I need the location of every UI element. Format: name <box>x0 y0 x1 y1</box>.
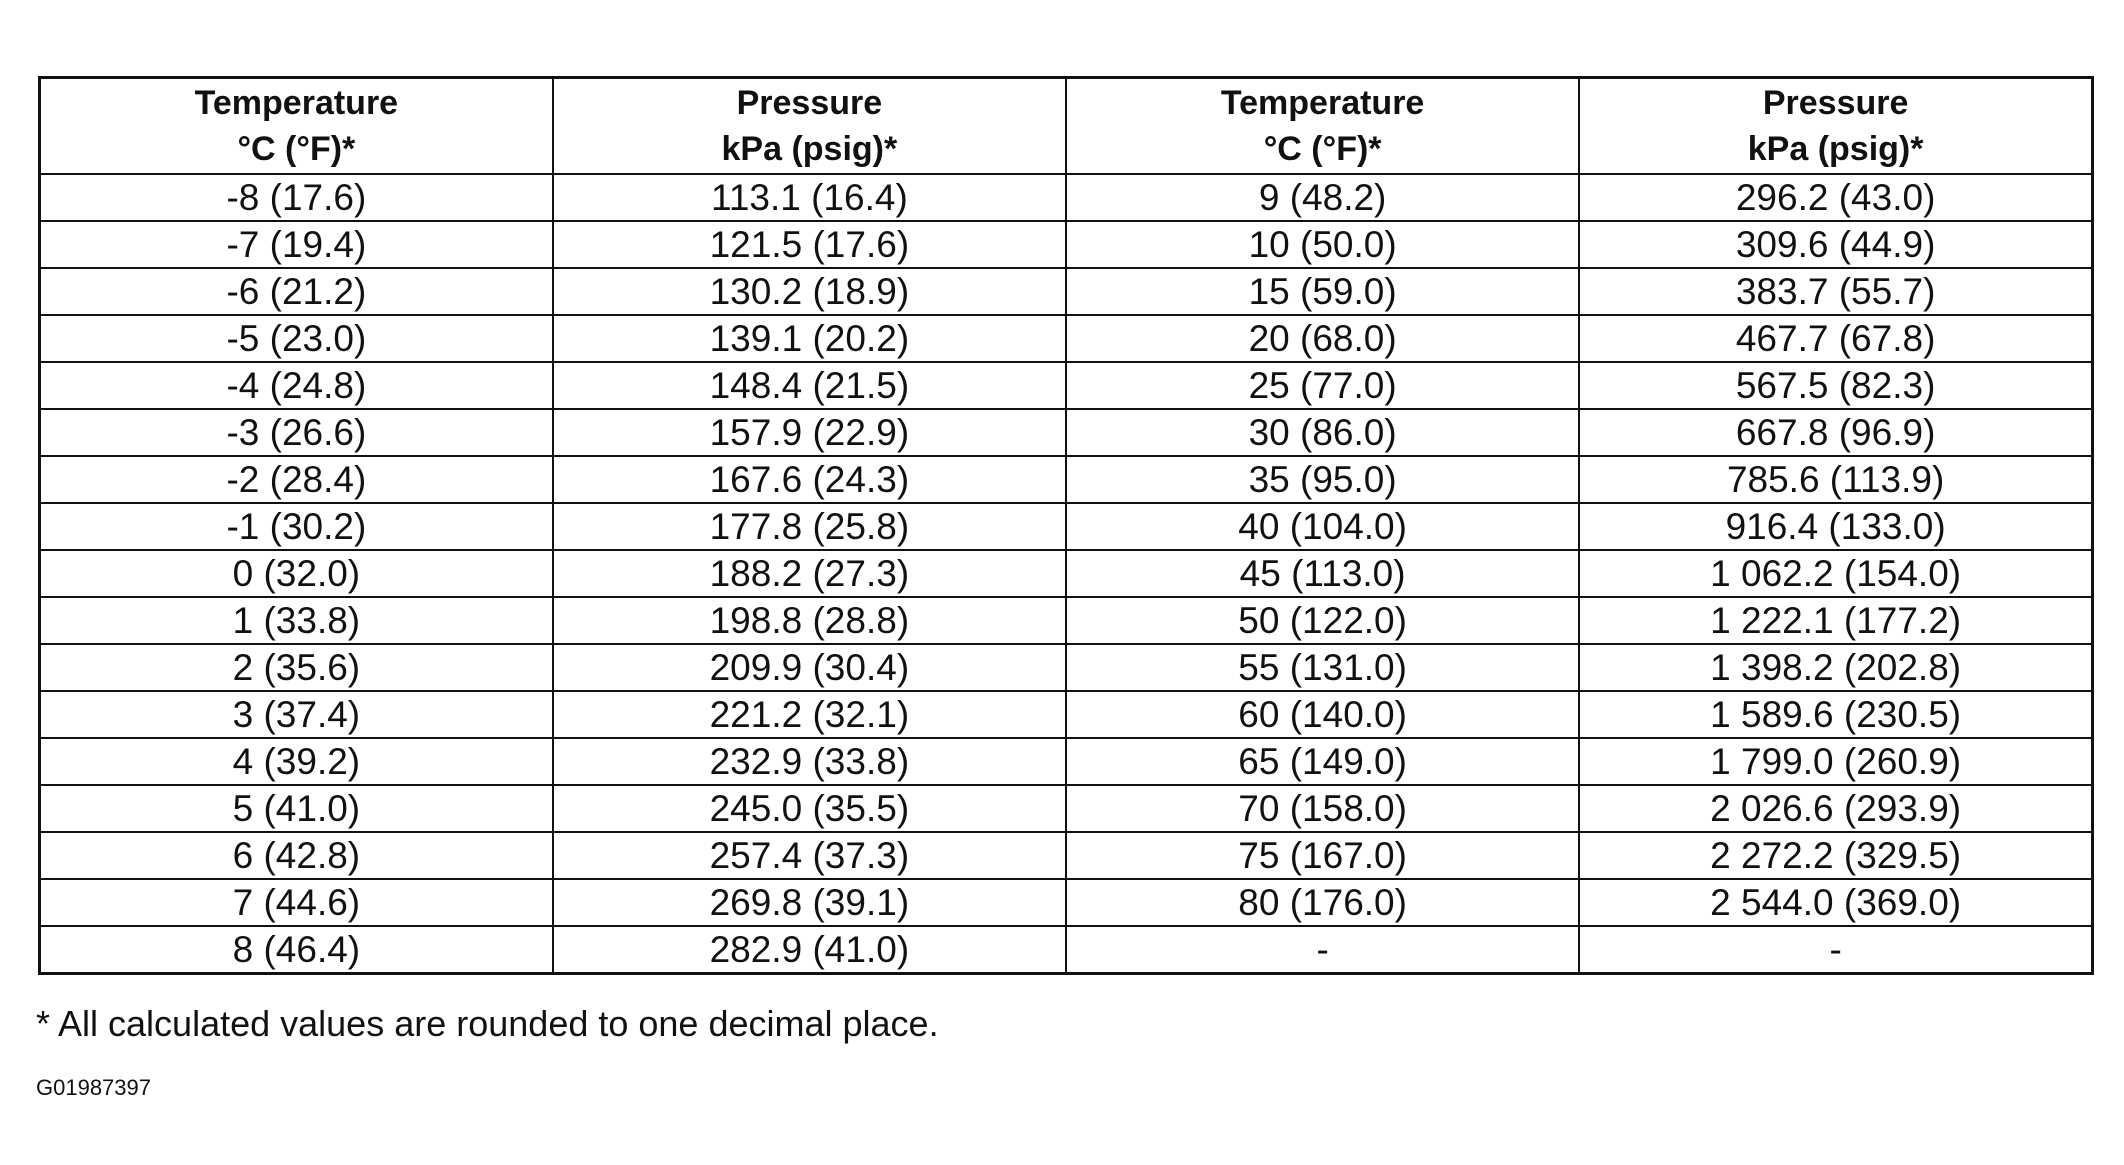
figure-id: G01987397 <box>36 1075 151 1100</box>
pressure-right-cell: 296.2 (43.0) <box>1579 174 2092 221</box>
header-unit: °C (°F)* <box>237 130 356 168</box>
temp-right-cell: 35 (95.0) <box>1066 456 1579 503</box>
temp-right-cell: - <box>1066 926 1579 974</box>
pressure-left-cell: 198.8 (28.8) <box>553 597 1066 644</box>
table-row <box>40 550 2093 597</box>
temp-right-cell: 10 (50.0) <box>1066 221 1579 268</box>
table-row <box>40 503 2093 550</box>
temp-left-cell: -6 (21.2) <box>40 268 553 315</box>
header-title: Pressure <box>1762 84 1909 122</box>
table-row <box>40 926 2093 974</box>
pressure-left-cell: 130.2 (18.9) <box>553 268 1066 315</box>
temp-right-cell: 50 (122.0) <box>1066 597 1579 644</box>
pressure-left-cell: 232.9 (33.8) <box>553 738 1066 785</box>
temp-right-cell: 75 (167.0) <box>1066 832 1579 879</box>
pressure-left-cell: 148.4 (21.5) <box>553 362 1066 409</box>
pressure-right-cell: 2 026.6 (293.9) <box>1579 785 2092 832</box>
pressure-right-cell: 2 272.2 (329.5) <box>1579 832 2092 879</box>
header-temperature-right <box>1066 78 1579 175</box>
pressure-right-cell: 916.4 (133.0) <box>1579 503 2092 550</box>
pressure-left-cell: 177.8 (25.8) <box>553 503 1066 550</box>
temp-left-cell: -4 (24.8) <box>40 362 553 409</box>
temp-right-cell: 9 (48.2) <box>1066 174 1579 221</box>
temp-left-cell: 4 (39.2) <box>40 738 553 785</box>
temp-right-cell: 30 (86.0) <box>1066 409 1579 456</box>
table-row <box>40 315 2093 362</box>
temp-left-cell: 5 (41.0) <box>40 785 553 832</box>
header-title: Temperature <box>194 84 399 122</box>
pressure-left-cell: 282.9 (41.0) <box>553 926 1066 974</box>
temp-left-cell: 1 (33.8) <box>40 597 553 644</box>
pressure-right-cell: 383.7 (55.7) <box>1579 268 2092 315</box>
pressure-right-cell: 2 544.0 (369.0) <box>1579 879 2092 926</box>
temp-left-cell: -7 (19.4) <box>40 221 553 268</box>
temp-right-cell: 65 (149.0) <box>1066 738 1579 785</box>
header-title: Pressure <box>736 84 883 122</box>
temp-left-cell: 8 (46.4) <box>40 926 553 974</box>
table-body <box>40 174 2093 974</box>
pressure-left-cell: 188.2 (27.3) <box>553 550 1066 597</box>
pressure-right-cell: 309.6 (44.9) <box>1579 221 2092 268</box>
table-row <box>40 409 2093 456</box>
pressure-left-cell: 269.8 (39.1) <box>553 879 1066 926</box>
temp-right-cell: 15 (59.0) <box>1066 268 1579 315</box>
pressure-right-cell: 1 062.2 (154.0) <box>1579 550 2092 597</box>
table-row <box>40 785 2093 832</box>
table-row <box>40 879 2093 926</box>
pressure-right-cell: 567.5 (82.3) <box>1579 362 2092 409</box>
temp-left-cell: -5 (23.0) <box>40 315 553 362</box>
header-unit: °C (°F)* <box>1263 130 1382 168</box>
pressure-left-cell: 209.9 (30.4) <box>553 644 1066 691</box>
header-pressure-left <box>553 78 1066 175</box>
pressure-right-cell: 667.8 (96.9) <box>1579 409 2092 456</box>
table-row <box>40 832 2093 879</box>
temp-right-cell: 55 (131.0) <box>1066 644 1579 691</box>
temp-left-cell: -1 (30.2) <box>40 503 553 550</box>
table-row <box>40 268 2093 315</box>
table-row <box>40 691 2093 738</box>
temp-right-cell: 40 (104.0) <box>1066 503 1579 550</box>
pressure-left-cell: 221.2 (32.1) <box>553 691 1066 738</box>
pressure-left-cell: 157.9 (22.9) <box>553 409 1066 456</box>
temp-left-cell: -2 (28.4) <box>40 456 553 503</box>
pressure-left-cell: 139.1 (20.2) <box>553 315 1066 362</box>
table-row <box>40 362 2093 409</box>
temp-right-cell: 60 (140.0) <box>1066 691 1579 738</box>
temp-left-cell: 2 (35.6) <box>40 644 553 691</box>
temp-left-cell: -8 (17.6) <box>40 174 553 221</box>
temp-left-cell: 0 (32.0) <box>40 550 553 597</box>
pressure-left-cell: 245.0 (35.5) <box>553 785 1066 832</box>
temp-left-cell: -3 (26.6) <box>40 409 553 456</box>
temp-left-cell: 3 (37.4) <box>40 691 553 738</box>
temp-left-cell: 6 (42.8) <box>40 832 553 879</box>
pressure-left-cell: 257.4 (37.3) <box>553 832 1066 879</box>
pressure-right-cell: 467.7 (67.8) <box>1579 315 2092 362</box>
temp-right-cell: 70 (158.0) <box>1066 785 1579 832</box>
pressure-right-cell: 1 398.2 (202.8) <box>1579 644 2092 691</box>
header-temperature-left <box>40 78 553 175</box>
header-unit: kPa (psig)* <box>721 130 898 168</box>
pressure-right-cell: 1 589.6 (230.5) <box>1579 691 2092 738</box>
temp-right-cell: 20 (68.0) <box>1066 315 1579 362</box>
pressure-right-cell: 1 222.1 (177.2) <box>1579 597 2092 644</box>
footnote: * All calculated values are rounded to one decimal place. <box>36 1003 939 1044</box>
header-title: Temperature <box>1220 84 1425 122</box>
temp-right-cell: 45 (113.0) <box>1066 550 1579 597</box>
pressure-left-cell: 121.5 (17.6) <box>553 221 1066 268</box>
pressure-left-cell: 167.6 (24.3) <box>553 456 1066 503</box>
pressure-right-cell: - <box>1579 926 2092 974</box>
table-row <box>40 597 2093 644</box>
header-pressure-right <box>1579 78 2092 175</box>
temp-left-cell: 7 (44.6) <box>40 879 553 926</box>
table-row <box>40 221 2093 268</box>
table-row <box>40 456 2093 503</box>
table-row <box>40 738 2093 785</box>
pressure-right-cell: 785.6 (113.9) <box>1579 456 2092 503</box>
temp-right-cell: 80 (176.0) <box>1066 879 1579 926</box>
table-header-row <box>40 78 2093 175</box>
header-unit: kPa (psig)* <box>1747 130 1924 168</box>
pressure-left-cell: 113.1 (16.4) <box>553 174 1066 221</box>
table-row <box>40 174 2093 221</box>
temp-right-cell: 25 (77.0) <box>1066 362 1579 409</box>
pressure-right-cell: 1 799.0 (260.9) <box>1579 738 2092 785</box>
temperature-pressure-table <box>38 76 2094 975</box>
table-row <box>40 644 2093 691</box>
